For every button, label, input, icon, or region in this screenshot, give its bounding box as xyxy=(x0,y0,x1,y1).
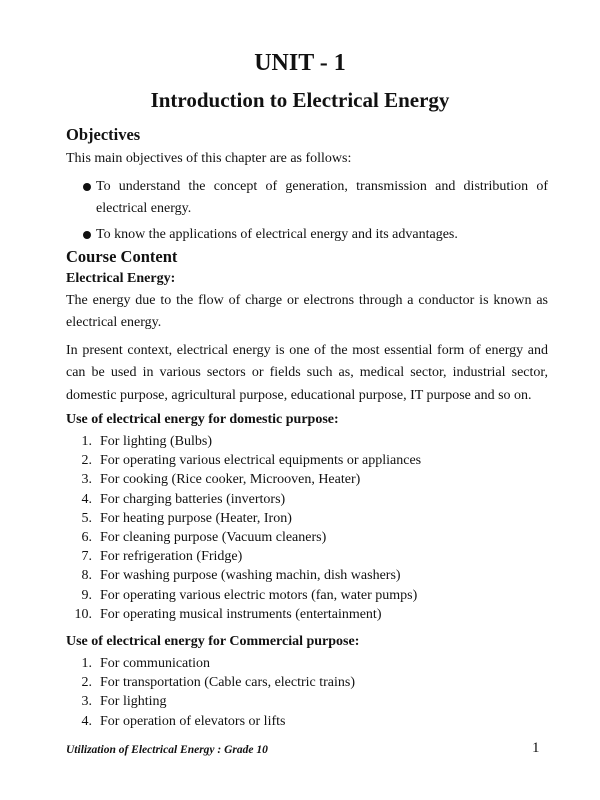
objective-text: To understand the concept of generation, transmission and distribution of electrical energy. xyxy=(96,179,548,216)
electrical-energy-subheading: Electrical Energy: xyxy=(66,271,176,286)
page-number: 1 xyxy=(532,740,540,756)
list-item: 7. For refrigeration (Fridge) xyxy=(81,549,243,565)
list-item: 1. For communication xyxy=(81,656,211,671)
objective-text: To know the applications of electrical energy and its advantages. xyxy=(96,227,458,242)
list-item: 2. For operating various electrical equipments or appliances xyxy=(81,453,422,469)
list-item: 4. For charging batteries (invertors) xyxy=(81,491,286,507)
domestic-heading: Use of electrical energy for domestic purpose: xyxy=(66,412,339,427)
objectives-list xyxy=(66,176,548,246)
commercial-heading: Use of electrical energy for Commercial purpose: xyxy=(66,634,360,649)
bullet-icon xyxy=(83,231,91,239)
list-item: 9. For operating various electric motors (fan, water pumps) xyxy=(81,587,418,603)
context-paragraph: In present context, electrical energy is one of the most essential form of energy and can be used in various sectors or fields such as, medical sector, industrial sector, domestic purpose, agricultural purpose, educational purpose, IT purpose and so on. xyxy=(66,343,548,403)
footer-book-title: Utilization of Electrical Energy : Grade 10 xyxy=(66,744,268,756)
list-item: 1. For lighting (Bulbs) xyxy=(81,434,213,449)
list-item: 4. For operation of elevators or lifts xyxy=(81,713,286,729)
list-item: 10. For operating musical instruments (entertainment) xyxy=(74,606,382,622)
list-item: 8. For washing purpose (washing machin, dish washers) xyxy=(81,568,401,584)
objectives-heading: Objectives xyxy=(66,125,141,144)
list-item: 2. For transportation (Cable cars, electric trains) xyxy=(81,675,356,691)
course-content-heading: Course Content xyxy=(66,247,178,266)
commercial-list xyxy=(66,654,355,731)
list-item: 3. For cooking (Rice cooker, Microoven, Heater) xyxy=(81,472,361,488)
objectives-intro: This main objectives of this chapter are as follows: xyxy=(66,151,352,166)
list-item xyxy=(66,176,548,219)
unit-title: UNIT - 1 xyxy=(254,50,346,76)
definition-paragraph: The energy due to the flow of charge or electrons through a conductor is known as electrical energy. xyxy=(66,293,548,331)
bullet-icon xyxy=(83,183,91,191)
list-item: 5. For heating purpose (Heater, Iron) xyxy=(81,510,292,526)
domestic-list xyxy=(66,432,421,624)
list-item xyxy=(66,224,548,246)
list-item: 3. For lighting xyxy=(81,694,167,710)
list-item: 6. For cleaning purpose (Vacuum cleaners) xyxy=(81,529,327,545)
chapter-title: Introduction to Electrical Energy xyxy=(150,88,450,112)
